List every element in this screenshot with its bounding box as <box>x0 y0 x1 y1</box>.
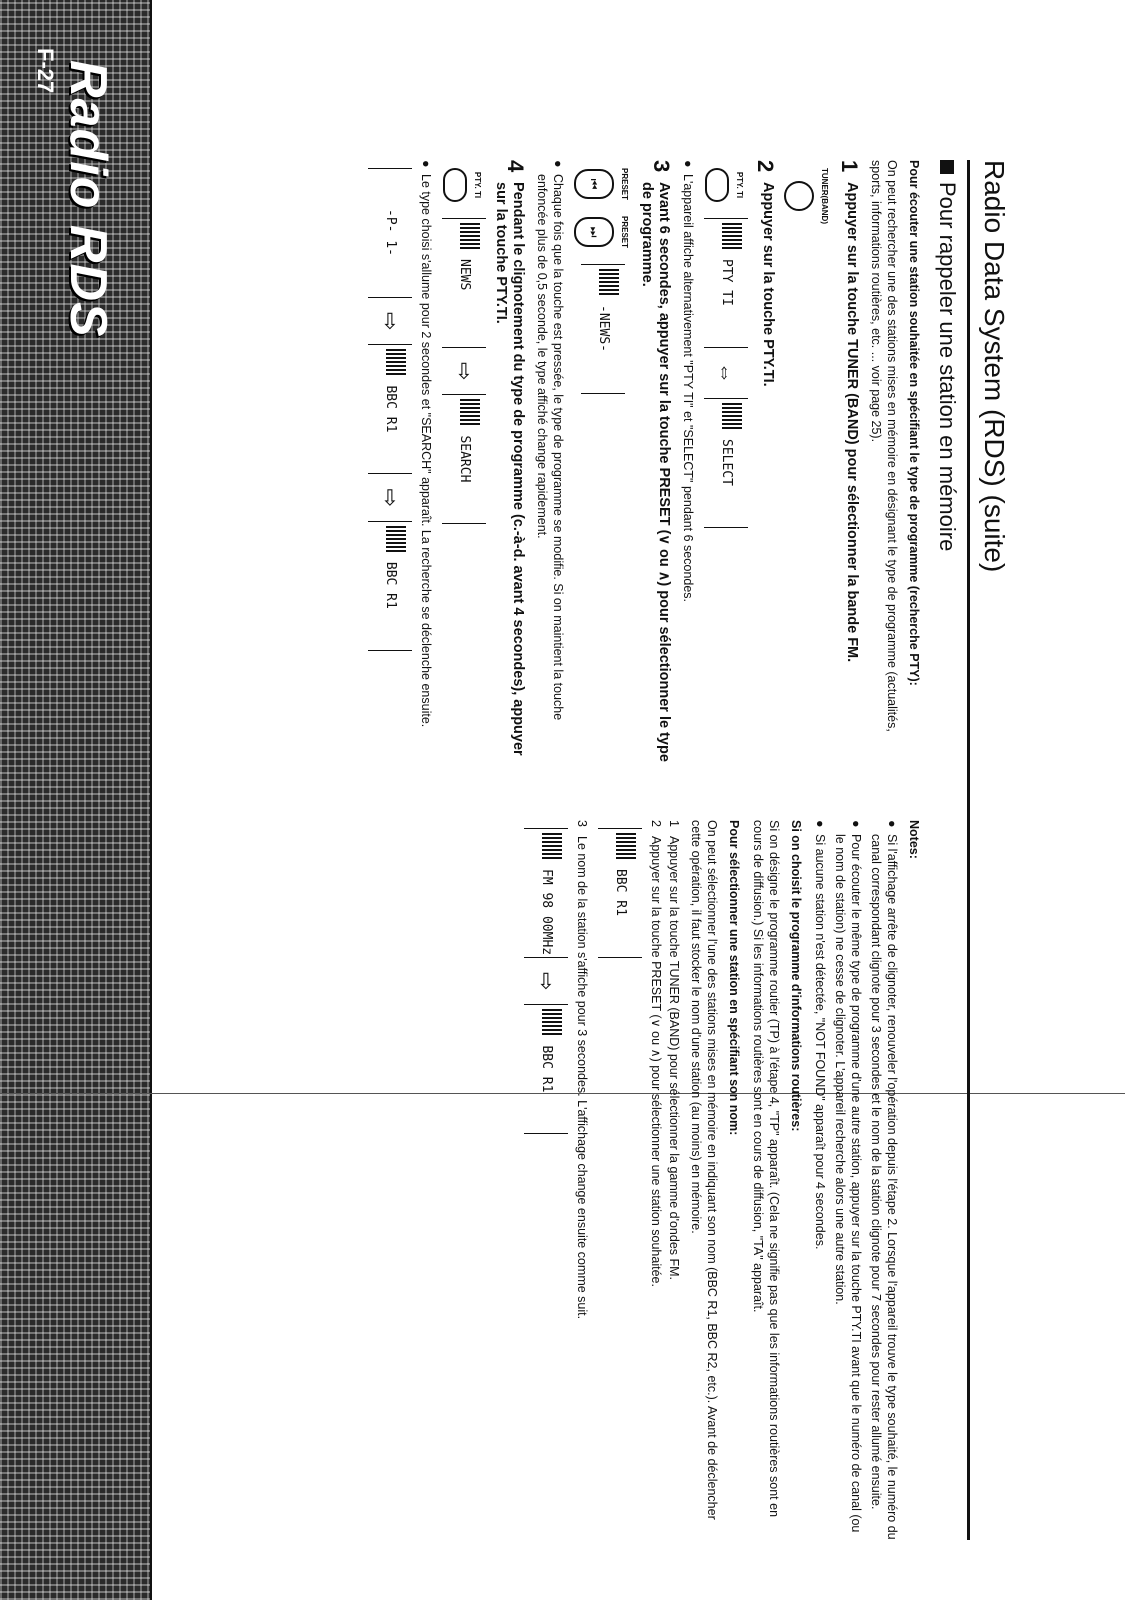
display-text: -P- 1- <box>383 209 398 256</box>
bullet-icon: ● <box>681 160 695 168</box>
note-text: Si l'affichage arrête de clignoter, renouveler l'opération depuis l'étape 2. Lorsque l'appareil trouve le type souhaité, le numéro du canal correspondant clignote pour 3 secondes et le nom de la station clignote pour 7 secondes pour rester allumé ensuite. <box>869 834 899 1540</box>
display-search <box>442 394 486 524</box>
display-text: BBC R1 <box>383 385 398 433</box>
level-indicator-icon <box>542 1009 562 1037</box>
name-sequence <box>524 820 568 1540</box>
note-2 <box>832 820 864 1540</box>
step-number: 1 <box>837 160 862 173</box>
list-number: 1 <box>667 820 681 827</box>
display-text: SEARCH <box>457 435 472 483</box>
notes-title: Notes: <box>907 820 921 859</box>
list-number: 3 <box>575 820 589 827</box>
level-indicator-icon <box>722 223 742 251</box>
bullet-text: Le type choisi s'allume pour 2 secondes et "SEARCH" apparaît. La recherche se déclenche ensuite. <box>419 174 433 728</box>
note-3 <box>812 820 828 1540</box>
name-title: Pour sélectionner une station en spécifiant son nom: <box>727 820 741 1136</box>
display-bbc-blink <box>368 344 412 474</box>
pty-ti-button[interactable] <box>705 168 747 202</box>
display-text: BBC R1 <box>613 869 628 916</box>
display-text: BBC R1 <box>539 1045 554 1093</box>
note-text: Si aucune station n'est détectée, "NOT FOUND" apparaît pour 4 secondes. <box>813 834 827 1250</box>
step-1 <box>838 160 860 770</box>
preset-label: PRESET <box>620 168 629 201</box>
preset-label: PRESET <box>620 216 629 249</box>
right-column <box>516 820 922 1540</box>
page-title: Radio Data System (RDS) (suite) <box>979 160 1010 573</box>
step-2-note <box>680 160 696 770</box>
step-4-illustration <box>442 160 486 770</box>
preset-up-button[interactable] <box>574 216 632 248</box>
display-text: FM 98 00MHz <box>539 869 554 956</box>
bullet-icon: ● <box>551 160 565 168</box>
step-number: 4 <box>503 160 528 173</box>
circle-button-icon <box>784 181 814 211</box>
display-frequency <box>524 828 568 958</box>
square-bullet-icon <box>940 160 954 174</box>
arrow-right-icon: ⇨ <box>452 362 477 381</box>
pty-button-label: PTY. TI <box>735 171 744 199</box>
step-4 <box>492 160 526 770</box>
display-bbc-r1 <box>598 828 642 958</box>
section-title: Radio RDS <box>59 60 117 338</box>
display-text: PTY TI <box>719 259 734 306</box>
level-indicator-icon <box>599 269 619 297</box>
step-text: Appuyer sur la touche PTY.TI. <box>760 182 776 387</box>
note-1 <box>868 820 900 1540</box>
level-indicator-icon <box>386 349 406 377</box>
step-number: 2 <box>753 160 778 173</box>
display-text: NEWS <box>457 259 472 291</box>
bullet-icon: ● <box>849 820 863 828</box>
pty-button-label: PTY. TI <box>473 171 482 199</box>
step-3-note <box>534 160 566 770</box>
oval-button-icon <box>705 168 729 202</box>
arrow-right-icon: ⇨ <box>378 488 403 507</box>
name-step-3 <box>574 820 590 1540</box>
display-text: SELECT <box>719 439 734 486</box>
list-text: Le nom de la station s'affiche pour 3 secondes. L'affichage change ensuite comme suit. <box>575 836 589 1320</box>
page-number: F-27 <box>33 48 58 94</box>
list-text: Appuyer sur la touche TUNER (BAND) pour sélectionner la gamme d'ondes FM. <box>667 836 681 1281</box>
level-indicator-icon <box>542 833 562 861</box>
skip-back-icon: ⏮ <box>574 169 614 199</box>
display-news-blink <box>581 264 625 394</box>
preset-down-button[interactable] <box>574 168 632 200</box>
tuner-button[interactable] <box>784 168 832 224</box>
step-2 <box>754 160 776 770</box>
list-number: 2 <box>649 820 663 827</box>
display-pty-ti <box>704 218 748 348</box>
step-4-note <box>418 160 434 770</box>
level-indicator-icon <box>616 833 636 861</box>
name-text: On peut sélectionner l'une des stations mises en mémoire en indiquant son nom (BBC R1, BBC R2, etc.). Avant de déclencher cette opération, il faut stocker le nom d'une station (au moins) en mémoire. <box>689 820 719 1520</box>
display-channel <box>368 168 412 298</box>
tp-title: Si on choisit le programme d'informations routières: <box>789 820 803 1132</box>
subtitle-text: Pour rappeler une station en mémoire <box>935 182 960 552</box>
title-rule <box>967 160 970 1540</box>
step-text: Avant 6 secondes, appuyer sur la touche PRESET (∨ ou ∧) pour sélectionner le type de programme. <box>639 182 672 762</box>
step-text: Appuyer sur la touche TUNER (BAND) pour sélectionner la bande FM. <box>844 182 860 663</box>
arrow-right-icon: ⇨ <box>378 312 403 331</box>
double-arrow-icon: ⇔ <box>714 362 739 384</box>
level-indicator-icon <box>386 526 406 554</box>
intro-heading: Pour écouter une station souhaitée en spécifiant le type de programme (recherche PTY): <box>907 160 921 686</box>
list-text: Appuyer sur la touche PRESET (∨ ou ∧) pour sélectionner une station souhaitée. <box>649 836 663 1287</box>
step-text: Pendant le clignotement du type de programme (c.-à-d. avant 4 secondes), appuyer sur la touche PTY.TI. <box>493 182 526 756</box>
bullet-icon: ● <box>419 160 433 168</box>
display-bbc-r1-final <box>524 1004 568 1134</box>
bullet-text: L'appareil affiche alternativement "PTY TI" et "SELECT" pendant 6 secondes. <box>681 174 695 603</box>
step-3-illustration <box>574 160 632 770</box>
bullet-text: Chaque fois que la touche est pressée, le type de programme se modifie. Si on maintient la touche enfoncée plus de 0,5 seconde, le type affiché change rapidement. <box>535 174 565 721</box>
display-bbc <box>368 521 412 651</box>
arrow-right-icon: ⇨ <box>534 972 559 991</box>
name-step-2 <box>648 820 664 1540</box>
page-subtitle <box>934 160 960 551</box>
display-text: BBC R1 <box>383 561 398 609</box>
bullet-icon: ● <box>813 820 827 828</box>
skip-forward-icon: ⏭ <box>574 217 614 247</box>
name-step-1 <box>666 820 682 1540</box>
step-number: 3 <box>649 160 674 173</box>
step-1-illustration <box>784 160 832 770</box>
bullet-icon: ● <box>885 820 899 828</box>
note-text: Pour écouter le même type de programme d'une autre station, appuyer sur la touche PTY.TI avant que le numéro de canal (ou le nom de station) ne cesse de clignoter. L'appareil recherche alors une autre station. <box>833 834 863 1533</box>
display-text: -NEWS- <box>596 305 611 352</box>
display-select <box>704 398 748 528</box>
level-indicator-icon <box>722 403 742 431</box>
pty-ti-button[interactable] <box>443 168 485 202</box>
level-indicator-icon <box>460 223 480 251</box>
tuner-button-label: TUNER(BAND) <box>820 168 829 224</box>
left-column <box>360 160 922 770</box>
tp-text: Si on désigne le programme routier (TP) à l'étape 4, "TP" apparaît. (Cela ne signifie pas que les informations routières sont en cours de diffusion.) Si les informations routières sont en cours de diffusion, "TA" apparaît. <box>751 820 781 1518</box>
display-news <box>442 218 486 348</box>
page-content <box>20 160 1010 1540</box>
step-2-illustration <box>704 160 748 770</box>
step-3 <box>638 160 672 770</box>
intro-text: On peut rechercher une des stations mises en mémoire en désignant le type de programme (actualités, sports, informations routières, etc. ... voir page 25). <box>869 160 899 732</box>
search-sequence <box>368 160 412 770</box>
name-display <box>598 820 642 1540</box>
level-indicator-icon <box>460 399 480 427</box>
oval-button-icon <box>443 168 467 202</box>
